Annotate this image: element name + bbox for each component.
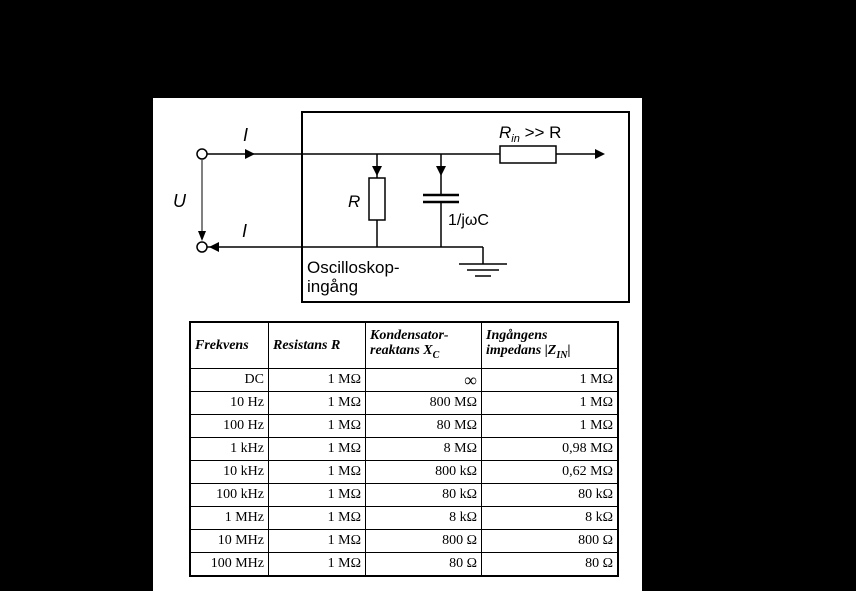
current-label-top: I [243,125,249,145]
table-row [190,507,618,530]
rin-resistor [500,146,556,163]
cell-reactance: 80 Ω [366,553,482,577]
box-label-line2: ingång [307,277,359,296]
cell-frequency: 10 kHz [190,461,269,484]
circuit-diagram [153,98,642,313]
cell-resistance: 1 MΩ [269,484,366,507]
voltage-label: U [173,191,186,211]
cell-reactance: 80 MΩ [366,415,482,438]
table-row [190,553,618,577]
current-label-bottom: I [242,221,248,241]
impedance-table [189,321,619,577]
cell-resistance: 1 MΩ [269,530,366,553]
cell-resistance: 1 MΩ [269,553,366,577]
table-header-row [190,322,618,369]
cell-impedance: 0,62 MΩ [482,461,619,484]
table-row [190,530,618,553]
cell-impedance: 800 Ω [482,530,619,553]
cell-impedance: 80 kΩ [482,484,619,507]
capacitor-current-arrow [436,166,446,176]
resistor-current-arrow [372,166,382,176]
cell-frequency: 10 MHz [190,530,269,553]
cell-frequency: 1 kHz [190,438,269,461]
rin-label: $R_{in} >> R$ [499,123,562,145]
top-current-arrow [245,149,255,159]
table-row [190,392,618,415]
cell-impedance: 1 MΩ [482,369,619,392]
cell-impedance: 1 MΩ [482,415,619,438]
cell-resistance: 1 MΩ [269,392,366,415]
resistor-label: R [348,192,361,211]
cell-reactance: 800 kΩ [366,461,482,484]
output-arrow [595,149,605,159]
cell-reactance: 80 kΩ [366,484,482,507]
bottom-current-arrow [209,242,219,252]
top-terminal [197,149,207,159]
resistor-r [369,178,385,220]
voltage-arrow [198,231,206,241]
cell-resistance: 1 MΩ [269,461,366,484]
header-resistance: Resistans R [269,322,366,369]
capacitor-label: 1/jωC [448,212,489,229]
cell-frequency: 100 kHz [190,484,269,507]
box-label-line1: Oscilloskop- [307,258,400,277]
cell-reactance: 800 Ω [366,530,482,553]
header-input-impedance: Ingångens impedans $|Z_{IN}|$ [482,322,619,369]
cell-impedance: 1 MΩ [482,392,619,415]
header-frequency: Frekvens [190,322,269,369]
cell-frequency: 10 Hz [190,392,269,415]
cell-reactance: 8 MΩ [366,438,482,461]
cell-impedance: 0,98 MΩ [482,438,619,461]
header-capacitor-reactance: Kondensator- reaktans $X_C$ [366,322,482,369]
table-row [190,461,618,484]
cell-resistance: 1 MΩ [269,438,366,461]
cell-reactance: 8 kΩ [366,507,482,530]
document-page [153,98,642,591]
cell-impedance: 8 kΩ [482,507,619,530]
cell-resistance: 1 MΩ [269,415,366,438]
cell-frequency: DC [190,369,269,392]
table-row [190,369,618,392]
cell-resistance: 1 MΩ [269,507,366,530]
cell-resistance: 1 MΩ [269,369,366,392]
cell-reactance: ∞ [366,369,482,392]
bottom-terminal [197,242,207,252]
cell-frequency: 100 Hz [190,415,269,438]
cell-impedance: 80 Ω [482,553,619,577]
table-row [190,438,618,461]
cell-frequency: 1 MHz [190,507,269,530]
table-row [190,415,618,438]
cell-frequency: 100 MHz [190,553,269,577]
cell-reactance: 800 MΩ [366,392,482,415]
table-row [190,484,618,507]
